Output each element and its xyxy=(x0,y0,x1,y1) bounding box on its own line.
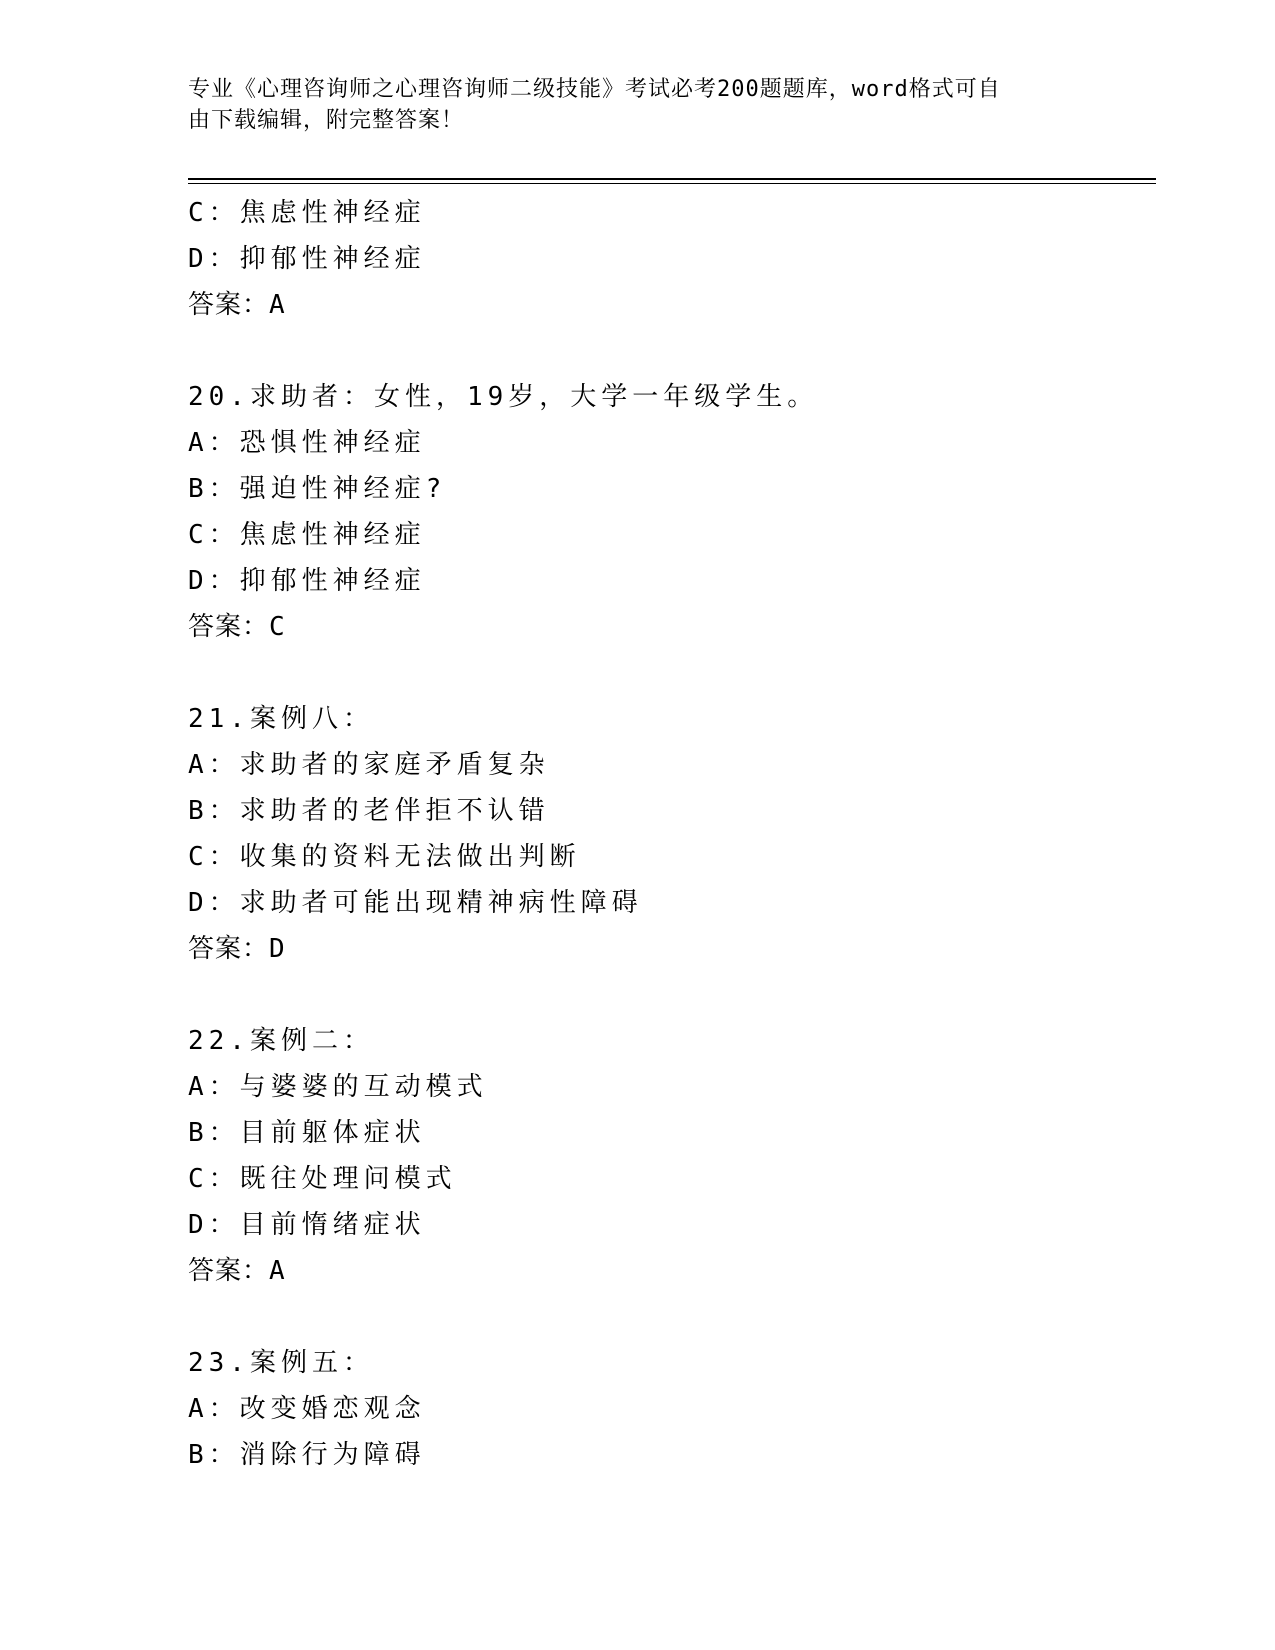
header-line-1: 专业《心理咨询师之心理咨询师二级技能》考试必考200题题库，word格式可自 xyxy=(188,77,1001,102)
question-block-21 xyxy=(188,696,1156,972)
spacer xyxy=(188,1294,1156,1340)
option-c: C：焦虑性神经症 xyxy=(188,198,426,228)
option-d: D：抑郁性神经症 xyxy=(188,566,426,596)
header-divider-thin xyxy=(188,183,1156,184)
answer-line: 答案：C xyxy=(188,612,286,642)
question-block-22 xyxy=(188,1018,1156,1294)
question-block-20 xyxy=(188,374,1156,650)
header-line-2: 由下载编辑，附完整答案！ xyxy=(188,108,465,133)
option-a: A：与婆婆的互动模式 xyxy=(188,1072,488,1102)
option-b: B：求助者的老伴拒不认错 xyxy=(188,796,550,826)
option-c: C：既往处理问模式 xyxy=(188,1164,457,1194)
question-block-continued xyxy=(188,190,1156,328)
question-block-23 xyxy=(188,1340,1156,1478)
question-text: 20.求助者：女性，19岁，大学一年级学生。 xyxy=(188,382,819,412)
header-divider-thick xyxy=(188,178,1156,180)
spacer xyxy=(188,328,1156,374)
option-d: D：求助者可能出现精神病性障碍 xyxy=(188,888,643,918)
question-list xyxy=(188,190,1156,1478)
question-text: 21.案例八： xyxy=(188,704,374,734)
answer-line: 答案：A xyxy=(188,290,286,320)
option-c: C：收集的资料无法做出判断 xyxy=(188,842,581,872)
option-d: D：抑郁性神经症 xyxy=(188,244,426,274)
option-b: B：强迫性神经症? xyxy=(188,474,447,504)
option-b: B：目前躯体症状 xyxy=(188,1118,426,1148)
option-d: D：目前惰绪症状 xyxy=(188,1210,426,1240)
spacer xyxy=(188,650,1156,696)
option-c: C：焦虑性神经症 xyxy=(188,520,426,550)
option-a: A：求助者的家庭矛盾复杂 xyxy=(188,750,550,780)
answer-line: 答案：A xyxy=(188,1256,286,1286)
question-text: 22.案例二： xyxy=(188,1026,374,1056)
option-b: B：消除行为障碍 xyxy=(188,1440,426,1470)
answer-line: 答案：D xyxy=(188,934,286,964)
question-text: 23.案例五： xyxy=(188,1348,374,1378)
spacer xyxy=(188,972,1156,1018)
option-a: A：改变婚恋观念 xyxy=(188,1394,426,1424)
option-a: A：恐惧性神经症 xyxy=(188,428,426,458)
document-header xyxy=(188,74,1088,136)
